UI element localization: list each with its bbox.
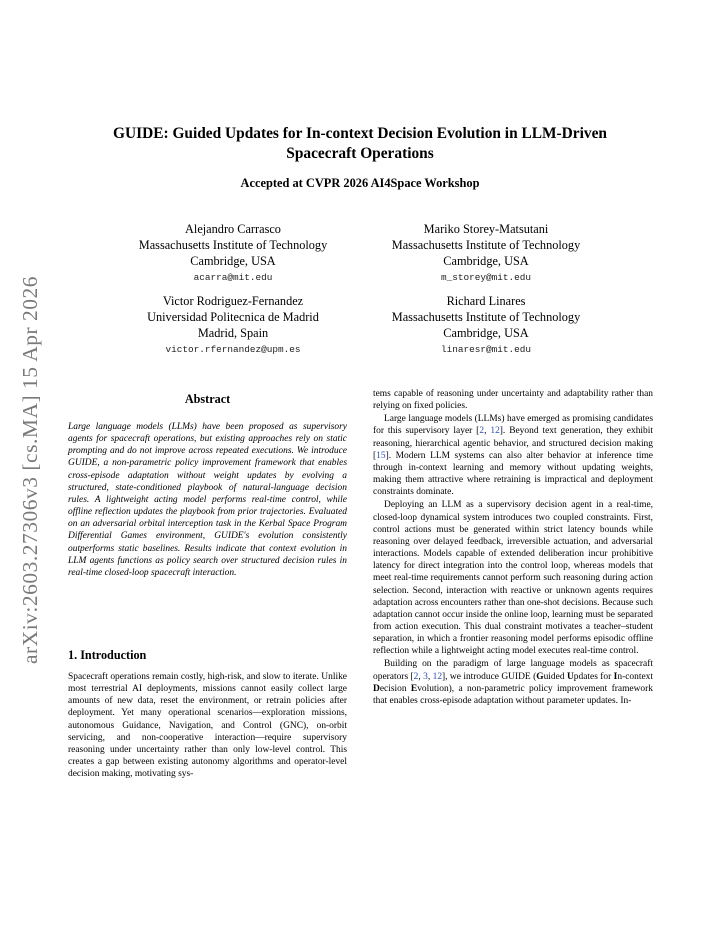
- author-name: Richard Linares: [446, 294, 526, 308]
- right-column: [373, 388, 653, 707]
- citation-link[interactable]: 3: [423, 671, 428, 682]
- acronym-letter: I: [613, 671, 618, 682]
- text-run: uided: [543, 671, 567, 682]
- author-email[interactable]: victor.rfernandez@upm.es: [165, 344, 301, 355]
- abstract-text: Large language models (LLMs) have been proposed as supervisory agents for spacecraft operations, but existing approaches rely on static prompting and do not improve across repeated executions. We introduce GUIDE, a non-parametric policy improvement framework that enables cross-episode adaptation without weight updates by evolving a structured, state-conditioned playbook of natural-language decision rules. A lightweight acting model performs real-time control, while offline reflection updates the playbook from prior trajectories. Evaluated on an adversarial orbital interception task in the Kerbal Space Program Differential Games environment, GUIDE's evolution consistently outperforms static baselines. Results indicate that context evolution in LLM agents functions as policy search over structured decision rules in real-time closed-loop spacecraft interaction.: [68, 422, 347, 578]
- text-run: ], we introduce GUIDE (: [442, 671, 537, 682]
- author-name: Mariko Storey-Matsutani: [423, 222, 549, 236]
- citation-link[interactable]: 2: [413, 671, 419, 682]
- continued-paragraph: tems capable of reasoning under uncertainty and adaptability rather than relying on fixed policies.: [373, 389, 653, 412]
- citation-link[interactable]: 12: [490, 426, 500, 437]
- text-run: pdates for: [573, 671, 614, 682]
- citation-link[interactable]: 12: [432, 671, 443, 682]
- text-run: n-context: [617, 671, 653, 682]
- author-email[interactable]: acarra@mit.edu: [193, 272, 273, 283]
- introduction-column: [68, 671, 347, 780]
- venue-note: Accepted at CVPR 2026 AI4Space Workshop: [240, 176, 480, 190]
- text-run: Large language models (LLMs) have emerged as promising candidates for this supervisory layer [: [373, 414, 653, 437]
- text-run: ]. Modern LLM systems can also alter behavior at inference time through in-context learning and memory without updating weights, making them attractive where retraining is impractical and deployment constraints dominate.: [373, 450, 653, 498]
- author-affiliation: Massachusetts Institute of Technology: [391, 238, 581, 252]
- paper-title: [70, 124, 650, 164]
- text-run: ,: [484, 426, 491, 437]
- introduction-paragraph: Spacecraft operations remain costly, high-risk, and slow to iterate. Unlike most terrestrial AI deployments, missions cannot easily collect large amounts of new data, reset the environment, or retrain policies after deployment. Yet many operational scenarios—exploration missions, autonomous Guidance, Navigation, and Control (GNC), on-orbit servicing, and non-cooperative interaction—require supervisory reasoning under uncertainty rather than only low-level control. This creates a gap between existing autonomy algorithms and operator-level decision making, motivating sys-: [68, 672, 347, 780]
- author-name: Victor Rodriguez-Fernandez: [162, 294, 304, 308]
- paragraph-llm-candidates: [373, 413, 653, 498]
- author-name: Alejandro Carrasco: [185, 222, 281, 236]
- citation-link[interactable]: 15: [376, 450, 386, 461]
- author-location: Madrid, Spain: [197, 326, 269, 340]
- author-block: [356, 221, 616, 286]
- author-affiliation: Massachusetts Institute of Technology: [391, 310, 581, 324]
- paragraph-constraints: Deploying an LLM as a supervisory decision agent in a real-time, closed-loop dynamical system introduces two coupled constraints. First, control actions must be generated within strict latency bounds while reasoning over delayed feedback, irreversible actuation, and adversarial interactions. Models capable of extended deliberation incur prohibitive latency for direct integration into the control loop, whereas models that meet real-time requirements cannot perform such reasoning during action selection. Second, interaction with reactive or unknown agents requires adaptation across encounters rather than one-shot decisions. Because such adaptation cannot occur inside the online loop, learning must be separated from action execution. This dual constraint motivates a teacher–student separation, in which a frontier reasoning model performs episodic offline reflection while a lightweight acting model executes real-time control.: [373, 500, 653, 657]
- author-email[interactable]: m_storey@mit.edu: [440, 272, 531, 283]
- author-location: Cambridge, USA: [443, 326, 529, 340]
- citation-link[interactable]: 2: [479, 426, 485, 437]
- acronym-letter: U: [566, 671, 574, 682]
- acronym-letter: G: [536, 671, 544, 682]
- author-location: Cambridge, USA: [443, 254, 529, 268]
- abstract-heading: Abstract: [184, 392, 231, 406]
- author-affiliation: Massachusetts Institute of Technology: [138, 238, 328, 252]
- acronym-letter: E: [410, 683, 418, 694]
- text-run: volution), a non-parametric policy improvement framework that enables cross-episode adaptation without parameter updates. In-: [373, 683, 653, 706]
- paragraph-guide-intro: [373, 658, 653, 707]
- text-run: Building on the paradigm of large language models as spacecraft operators [: [373, 659, 653, 682]
- arxiv-identifier[interactable]: arXiv:2603.27306v3 [cs.MA] 15 Apr 2026: [18, 275, 42, 665]
- author-email[interactable]: linaresr@mit.edu: [440, 344, 531, 355]
- text-run: ]. Beyond text generation, they exhibit reasoning, hierarchical agentic behavior, and structured decision making [: [373, 426, 654, 461]
- author-block: [103, 221, 363, 286]
- text-run: ecision: [379, 683, 411, 694]
- title-line-1: GUIDE: Guided Updates for In-context Decision Evolution in LLM-Driven: [113, 125, 607, 142]
- title-line-2: Spacecraft Operations: [286, 145, 434, 162]
- text-run: ,: [418, 671, 424, 682]
- author-location: Cambridge, USA: [190, 254, 276, 268]
- author-affiliation: Universidad Politecnica de Madrid: [147, 310, 319, 324]
- acronym-letter: D: [373, 683, 380, 694]
- author-block: [356, 293, 616, 358]
- author-block: [103, 293, 363, 358]
- section-heading-introduction: 1. Introduction: [68, 648, 147, 662]
- text-run: ,: [427, 671, 433, 682]
